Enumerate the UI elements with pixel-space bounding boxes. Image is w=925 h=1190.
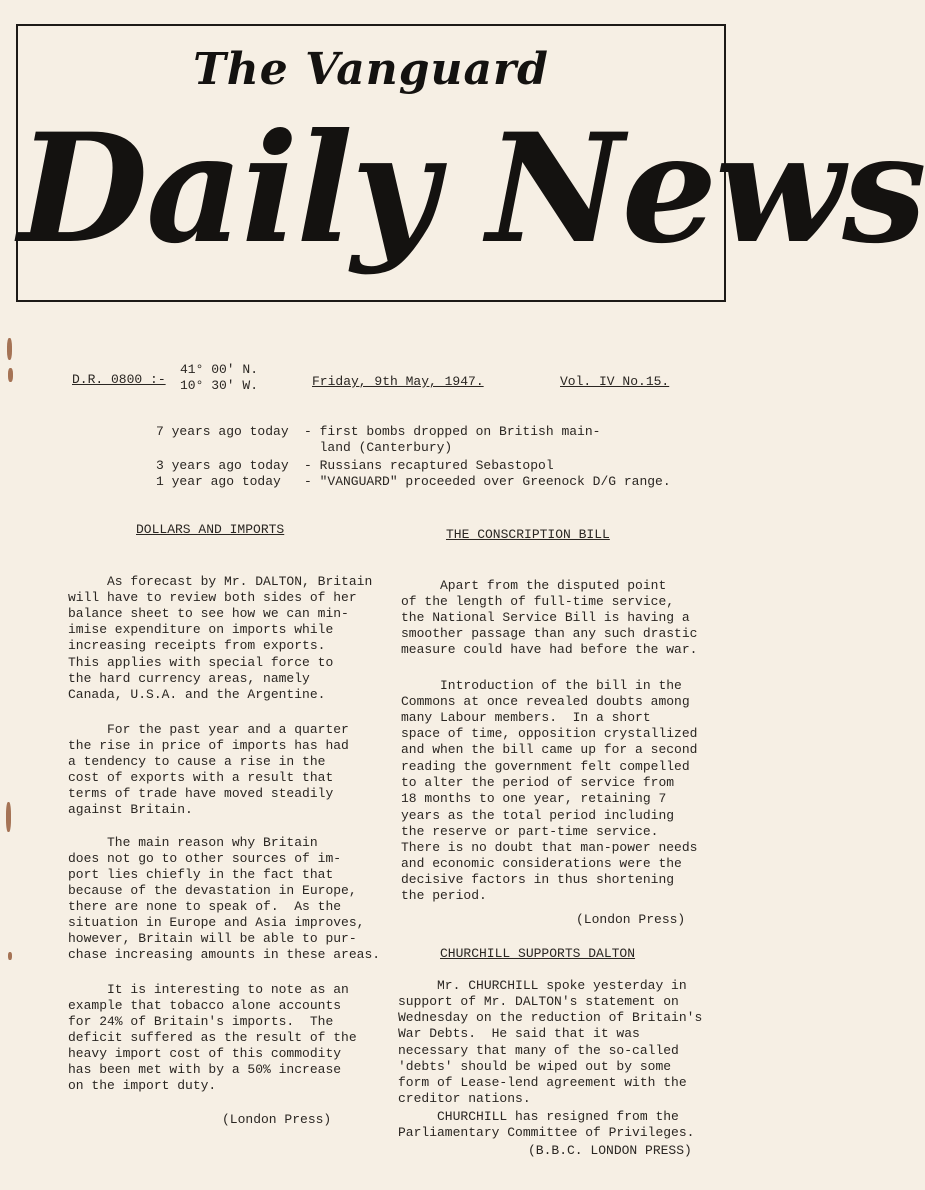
article-line: terms of trade have moved steadily: [68, 786, 334, 801]
article-line: increasing receipts from exports.: [68, 638, 326, 653]
stain-mark: [6, 802, 11, 832]
masthead-title-large: Daily News: [18, 101, 925, 277]
stain-mark: [8, 952, 12, 960]
stain-mark: [8, 368, 13, 382]
masthead-title-small: The Vanguard: [193, 44, 549, 95]
article-line: a tendency to cause a rise in the: [68, 754, 326, 769]
article-line: As forecast by Mr. DALTON, Britain: [68, 574, 373, 589]
article-line: there are none to speak of. As the: [68, 899, 342, 914]
article-line: years as the total period including: [401, 808, 675, 823]
issue-date: Friday, 9th May, 1947.: [312, 374, 484, 389]
article-line: Mr. CHURCHILL spoke yesterday in: [398, 978, 687, 993]
article-line: cost of exports with a result that: [68, 770, 334, 785]
article-line: smoother passage than any such drastic: [401, 626, 698, 641]
article-line: of the length of full-time service,: [401, 594, 675, 609]
anniversary-when: 7 years ago today: [156, 424, 289, 439]
article-line: There is no doubt that man-power needs: [401, 840, 698, 855]
article-line: does not go to other sources of im-: [68, 851, 342, 866]
article-line: This applies with special force to: [68, 655, 334, 670]
longitude: 10° 30' W.: [180, 378, 259, 393]
article-line: the hard currency areas, namely: [68, 671, 310, 686]
article-line: has been met with by a 50% increase: [68, 1062, 342, 1077]
article-line: For the past year and a quarter: [68, 722, 349, 737]
article-line: support of Mr. DALTON's statement on: [398, 994, 679, 1009]
article-line: Parliamentary Committee of Privileges.: [398, 1125, 695, 1140]
article-line: however, Britain will be able to pur-: [68, 931, 357, 946]
article-line: necessary that many of the so-called: [398, 1043, 679, 1058]
article-line: decisive factors in thus shortening: [401, 872, 675, 887]
article-line: because of the devastation in Europe,: [68, 883, 357, 898]
article-line: Apart from the disputed point: [401, 578, 667, 593]
article-line: Canada, U.S.A. and the Argentine.: [68, 687, 326, 702]
article-line: Introduction of the bill in the: [401, 678, 682, 693]
article-line: situation in Europe and Asia improves,: [68, 915, 365, 930]
article-line: balance sheet to see how we can min-: [68, 606, 349, 621]
anniversary-when: 3 years ago today: [156, 458, 289, 473]
stain-mark: [7, 338, 12, 360]
anniversary-when: 1 year ago today: [156, 474, 281, 489]
latitude: 41° 00' N.: [180, 362, 259, 377]
article-line: form of Lease-lend agreement with the: [398, 1075, 687, 1090]
masthead: [16, 24, 925, 302]
article-line: creditor nations.: [398, 1091, 531, 1106]
article-line: It is interesting to note as an: [68, 982, 349, 997]
anniversary-event: land (Canterbury): [304, 440, 453, 455]
article-line: and economic considerations were the: [401, 856, 682, 871]
anniversary-event: - "VANGUARD" proceeded over Greenock D/G range.: [304, 474, 671, 489]
article-credit: (London Press): [576, 912, 686, 927]
article-line: 18 months to one year, retaining 7: [401, 791, 667, 806]
article-credit: (B.B.C. LONDON PRESS): [528, 1143, 692, 1158]
article-line: heavy import cost of this commodity: [68, 1046, 342, 1061]
article-line: space of time, opposition crystallized: [401, 726, 698, 741]
anniversary-event: - Russians recaptured Sebastopol: [304, 458, 554, 473]
article-line: chase increasing amounts in these areas.: [68, 947, 381, 962]
article-line: measure could have had before the war.: [401, 642, 698, 657]
article-line: deficit suffered as the result of the: [68, 1030, 357, 1045]
anniversary-event: - first bombs dropped on British main-: [304, 424, 601, 439]
article-heading: CHURCHILL SUPPORTS DALTON: [440, 946, 636, 961]
article-line: imise expenditure on imports while: [68, 622, 334, 637]
article-line: many Labour members. In a short: [401, 710, 651, 725]
article-line: reading the government felt compelled: [401, 759, 690, 774]
volume-number: Vol. IV No.15.: [560, 374, 670, 389]
article-line: the reserve or part-time service.: [401, 824, 659, 839]
article-line: 'debts' should be wiped out by some: [398, 1059, 672, 1074]
article-line: the National Service Bill is having a: [401, 610, 690, 625]
article-line: will have to review both sides of her: [68, 590, 357, 605]
article-line: the rise in price of imports has had: [68, 738, 349, 753]
article-heading: THE CONSCRIPTION BILL: [446, 527, 610, 542]
article-line: on the import duty.: [68, 1078, 217, 1093]
article-line: against Britain.: [68, 802, 193, 817]
article-line: and when the bill came up for a second: [401, 742, 698, 757]
article-line: the period.: [401, 888, 487, 903]
article-line: The main reason why Britain: [68, 835, 318, 850]
article-line: CHURCHILL has resigned from the: [398, 1109, 679, 1124]
article-line: War Debts. He said that it was: [398, 1026, 640, 1041]
article-line: port lies chiefly in the fact that: [68, 867, 334, 882]
article-line: to alter the period of service from: [401, 775, 675, 790]
article-line: for 24% of Britain's imports. The: [68, 1014, 334, 1029]
position-label: D.R. 0800 :-: [72, 372, 166, 387]
article-heading: DOLLARS AND IMPORTS: [136, 522, 285, 537]
article-line: example that tobacco alone accounts: [68, 998, 342, 1013]
article-credit: (London Press): [222, 1112, 332, 1127]
article-line: Commons at once revealed doubts among: [401, 694, 690, 709]
article-line: Wednesday on the reduction of Britain's: [398, 1010, 703, 1025]
